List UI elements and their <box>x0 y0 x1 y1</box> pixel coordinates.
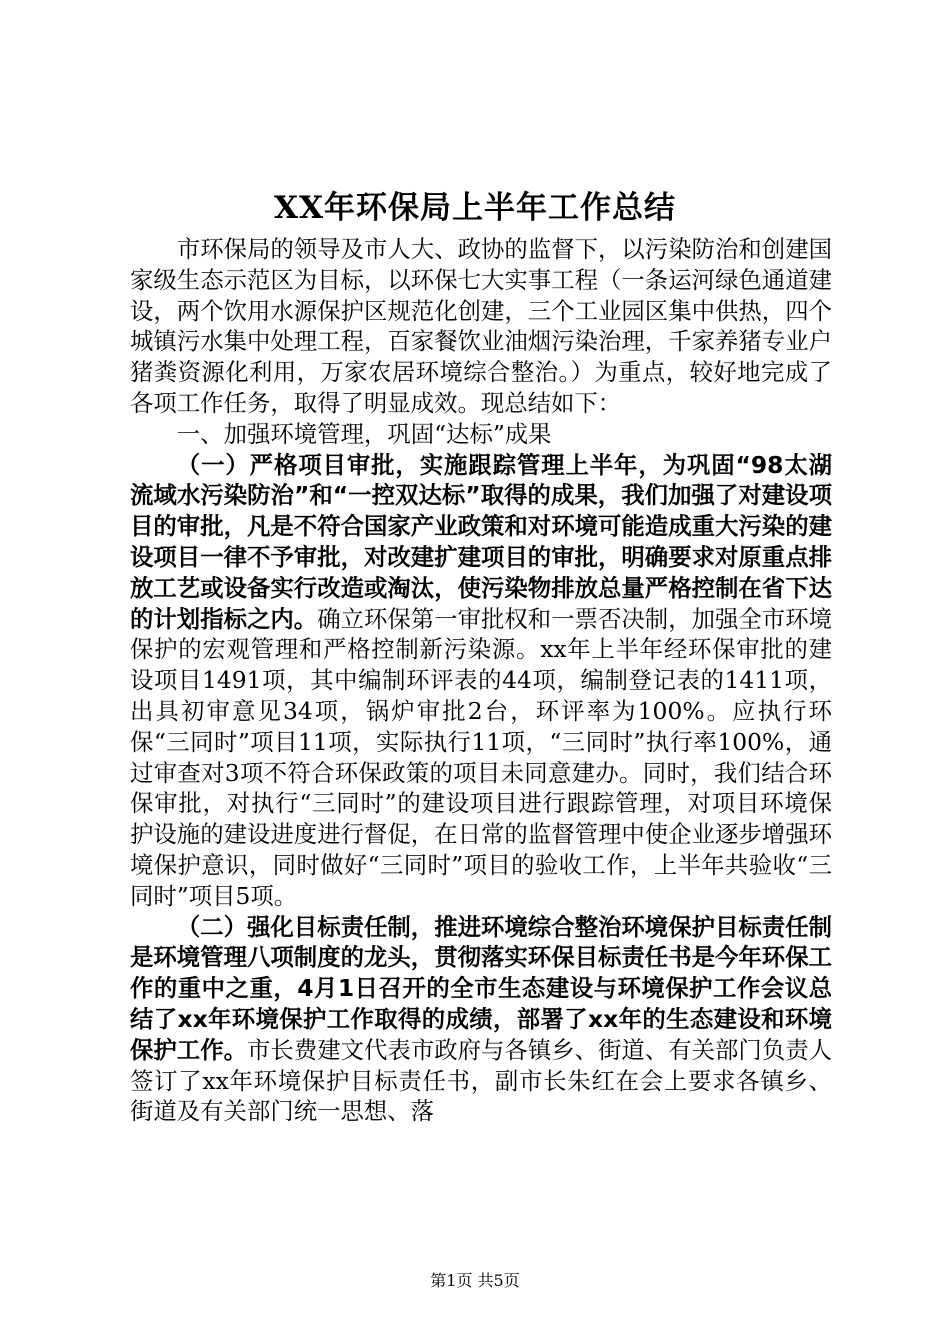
subsection-2-bold-text: （二）强化目标责任制，推进环境综合整治环境保护目标责任制是环境管理八项制度的龙头，贯彻落实环保目标责任书是今年环保工作的重中之重，4月1日召开的全市生态建设与环境保护工作会议总结了xx年环境保护工作取得的成绩，部署了xx年的生态建设和环境保护工作。 <box>130 912 832 1064</box>
intro-paragraph: 市环保局的领导及市人大、政协的监督下，以污染防治和创建国家级生态示范区为目标，以环保七大实事工程（一条运河绿色通道建设，两个饮用水源保护区规范化创建，三个工业园区集中供热，四个城镇污水集中处理工程，百家餐饮业油烟污染治理，千家养猪专业户猪粪资源化利用，万家农居环境综合整治。）为重点，较好地完成了各项工作任务，取得了明显成效。现总结如下： <box>130 235 832 417</box>
page-number-footer: 第1页 共5页 <box>430 1271 520 1290</box>
section-heading: 一、加强环境管理，巩固“达标”成果 <box>176 419 552 448</box>
subsection-1-text: 确立环保第一审批权和一票否决制，加强全市环境保护的宏观管理和严格控制新污染源。xx年上半年经环保审批的建设项目1491项，其中编制环评表的44项，编制登记表的1411项，出具初审意见34项，锅炉审批2台，环评率为100%。应执行环保“三同时”项目11项，实际执行11项，“三同时”执行率100%，通过审查对3项不符合环保政策的项目未同意建办。同时，我们结合环保审批，对执行“三同时”的建设项目进行跟踪管理，对项目环境保护设施的建设进度进行督促，在日常的监督管理中使企业逐步增强环境保护意识，同时做好“三同时”项目的验收工作，上半年共验收“三同时”项目5项。 <box>130 604 832 910</box>
document-body <box>130 234 832 1127</box>
subsection-2-paragraph <box>130 912 832 1128</box>
document-title: XX年环保局上半年工作总结 <box>273 190 677 226</box>
subsection-2-text: 市长费建文代表市政府与各镇乡、街道、有关部门负责人签订了xx年环境保护目标责任书，副市长朱红在会上要求各镇乡、街道及有关部门统一思想、落 <box>130 1035 833 1126</box>
subsection-1-paragraph <box>130 450 832 912</box>
subsection-1-bold-text: （一）严格项目审批，实施跟踪管理上半年，为巩固“98太湖流域水污染防治”和“一控双达标”取得的成果，我们加强了对建设项目的审批，凡是不符合国家产业政策和对环境可能造成重大污染的建设项目一律不予审批，对改建扩建项目的审批，明确要求对原重点排放工艺或设备实行改造或淘汰，使污染物排放总量严格控制在省下达的计划指标之内。 <box>130 450 832 633</box>
